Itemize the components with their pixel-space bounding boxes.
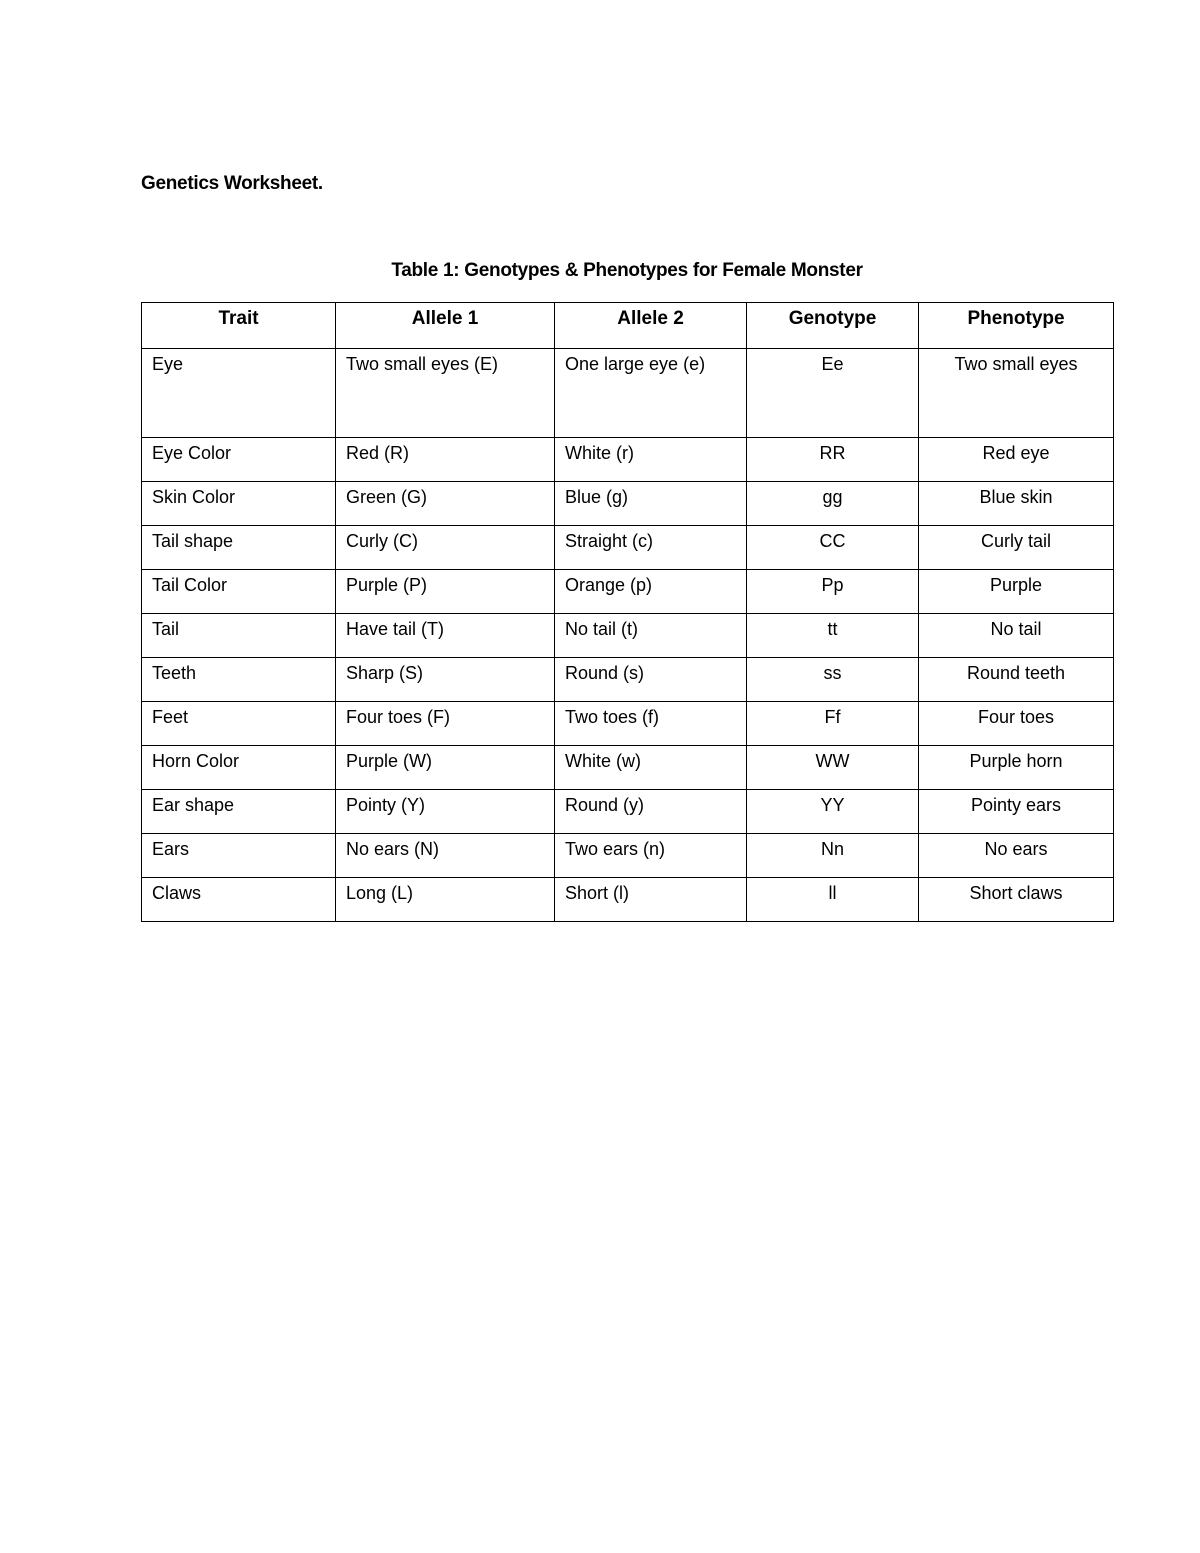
cell-trait: Ear shape bbox=[142, 790, 336, 834]
cell-genotype: YY bbox=[747, 790, 919, 834]
cell-allele-2: Short (l) bbox=[555, 878, 747, 922]
cell-allele-1: Two small eyes (E) bbox=[336, 349, 555, 438]
table-row bbox=[142, 790, 1114, 834]
cell-allele-2: Two toes (f) bbox=[555, 702, 747, 746]
cell-genotype: ll bbox=[747, 878, 919, 922]
cell-trait: Skin Color bbox=[142, 482, 336, 526]
cell-genotype: Nn bbox=[747, 834, 919, 878]
header-phenotype: Phenotype bbox=[919, 303, 1114, 349]
cell-allele-1: Four toes (F) bbox=[336, 702, 555, 746]
header-allele-1: Allele 1 bbox=[336, 303, 555, 349]
cell-genotype: CC bbox=[747, 526, 919, 570]
cell-trait: Eye bbox=[142, 349, 336, 438]
table-row bbox=[142, 878, 1114, 922]
cell-allele-2: Straight (c) bbox=[555, 526, 747, 570]
header-genotype: Genotype bbox=[747, 303, 919, 349]
cell-phenotype: Four toes bbox=[919, 702, 1114, 746]
cell-genotype: RR bbox=[747, 438, 919, 482]
cell-allele-2: Blue (g) bbox=[555, 482, 747, 526]
cell-allele-2: White (r) bbox=[555, 438, 747, 482]
cell-phenotype: Pointy ears bbox=[919, 790, 1114, 834]
table-row bbox=[142, 746, 1114, 790]
cell-phenotype: Blue skin bbox=[919, 482, 1114, 526]
cell-genotype: Ee bbox=[747, 349, 919, 438]
table-row bbox=[142, 349, 1114, 438]
cell-genotype: gg bbox=[747, 482, 919, 526]
table-row bbox=[142, 834, 1114, 878]
cell-allele-1: Have tail (T) bbox=[336, 614, 555, 658]
table-row bbox=[142, 658, 1114, 702]
cell-allele-2: Round (s) bbox=[555, 658, 747, 702]
cell-allele-2: No tail (t) bbox=[555, 614, 747, 658]
cell-allele-2: White (w) bbox=[555, 746, 747, 790]
cell-allele-1: No ears (N) bbox=[336, 834, 555, 878]
cell-trait: Eye Color bbox=[142, 438, 336, 482]
cell-phenotype: Short claws bbox=[919, 878, 1114, 922]
cell-allele-2: One large eye (e) bbox=[555, 349, 747, 438]
document-title: Genetics Worksheet. bbox=[141, 173, 323, 194]
cell-allele-1: Curly (C) bbox=[336, 526, 555, 570]
cell-genotype: WW bbox=[747, 746, 919, 790]
cell-trait: Claws bbox=[142, 878, 336, 922]
cell-phenotype: No ears bbox=[919, 834, 1114, 878]
cell-allele-1: Pointy (Y) bbox=[336, 790, 555, 834]
table-caption: Table 1: Genotypes & Phenotypes for Female Monster bbox=[391, 260, 863, 281]
cell-trait: Teeth bbox=[142, 658, 336, 702]
table-row bbox=[142, 614, 1114, 658]
cell-allele-1: Green (G) bbox=[336, 482, 555, 526]
cell-trait: Tail Color bbox=[142, 570, 336, 614]
cell-allele-1: Purple (W) bbox=[336, 746, 555, 790]
cell-phenotype: Purple bbox=[919, 570, 1114, 614]
cell-genotype: ss bbox=[747, 658, 919, 702]
cell-allele-1: Long (L) bbox=[336, 878, 555, 922]
cell-trait: Feet bbox=[142, 702, 336, 746]
cell-genotype: Ff bbox=[747, 702, 919, 746]
cell-allele-2: Two ears (n) bbox=[555, 834, 747, 878]
cell-trait: Ears bbox=[142, 834, 336, 878]
cell-phenotype: Two small eyes bbox=[919, 349, 1114, 438]
table-row bbox=[142, 482, 1114, 526]
header-trait: Trait bbox=[142, 303, 336, 349]
cell-allele-2: Round (y) bbox=[555, 790, 747, 834]
cell-allele-1: Red (R) bbox=[336, 438, 555, 482]
table-row bbox=[142, 438, 1114, 482]
cell-genotype: Pp bbox=[747, 570, 919, 614]
table-row bbox=[142, 570, 1114, 614]
cell-phenotype: Round teeth bbox=[919, 658, 1114, 702]
cell-phenotype: No tail bbox=[919, 614, 1114, 658]
cell-allele-1: Sharp (S) bbox=[336, 658, 555, 702]
cell-trait: Horn Color bbox=[142, 746, 336, 790]
genotype-phenotype-table bbox=[141, 302, 1114, 922]
table-header-row bbox=[142, 303, 1114, 349]
table-row bbox=[142, 702, 1114, 746]
cell-phenotype: Purple horn bbox=[919, 746, 1114, 790]
cell-allele-1: Purple (P) bbox=[336, 570, 555, 614]
cell-trait: Tail shape bbox=[142, 526, 336, 570]
cell-phenotype: Curly tail bbox=[919, 526, 1114, 570]
table-row bbox=[142, 526, 1114, 570]
cell-trait: Tail bbox=[142, 614, 336, 658]
cell-genotype: tt bbox=[747, 614, 919, 658]
cell-phenotype: Red eye bbox=[919, 438, 1114, 482]
cell-allele-2: Orange (p) bbox=[555, 570, 747, 614]
header-allele-2: Allele 2 bbox=[555, 303, 747, 349]
